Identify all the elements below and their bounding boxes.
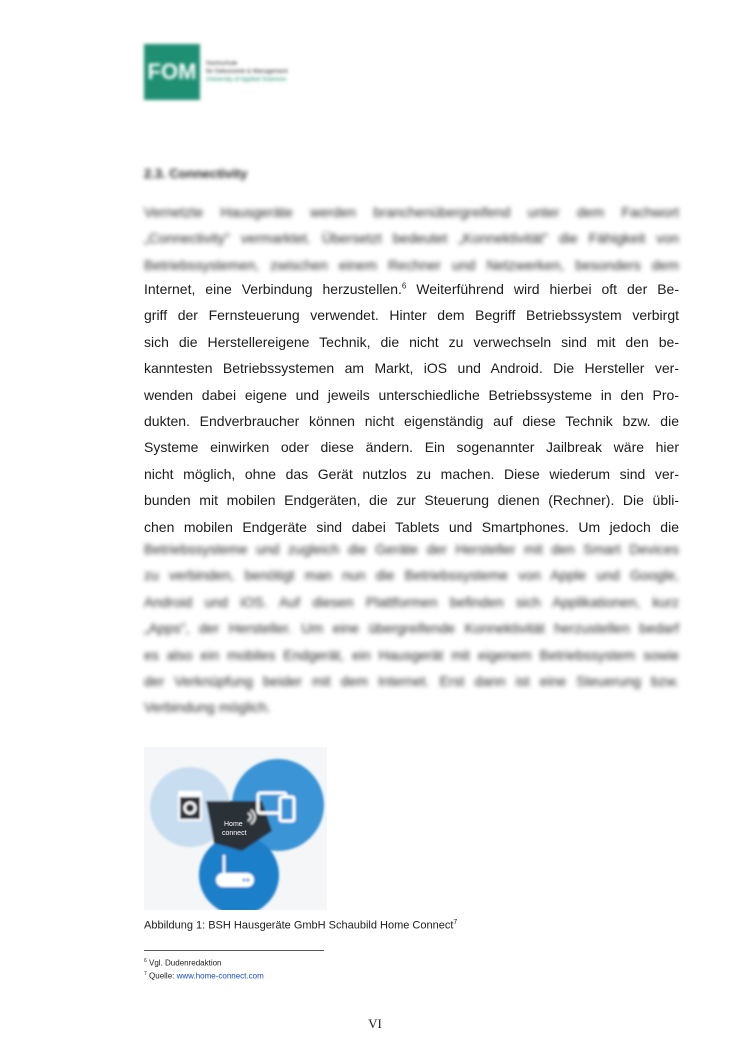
paragraph-clear [144,276,679,540]
text-line: Android und iOS. Auf diesen Plattformen befinden sich Applikationen, kurz [144,593,679,610]
logo-line-2: für Oekonomie & Management [206,69,288,75]
fom-logo-text [206,60,288,84]
text-segment: Internet, eine Verbindung herzustellen. [144,281,402,297]
caption-text: Abbildung 1: BSH Hausgeräte GmbH Schaubild Home Connect [144,919,454,932]
text-line: zu verbinden, benötigt man nun die Betriebssysteme von Apple und Google, [144,567,679,584]
footnote-7 [144,969,264,982]
text-line: chen mobilen Endgeräte sind dabei Tablets und Smartphones. Um jedoch die [144,518,679,535]
text-line: „Apps", der Hersteller. Um eine übergreifende Konnektivität herzustellen bedarf [144,620,679,637]
home-connect-figure [144,747,327,910]
text-line: wenden dabei eigene und jeweils unterschiedliche Betriebssysteme in den Pro- [144,386,679,403]
text-line: Verbindung möglich. [144,699,271,716]
footnote-6 [144,956,264,969]
footnote-link[interactable]: www.home-connect.com [176,971,264,981]
footnote-ref: 6 [401,281,407,291]
text-line: kanntesten Betriebssystemen am Markt, iOS und Android. Die Hersteller ver- [144,360,679,377]
text-line: sich die Herstellereigene Technik, die nicht zu verwechseln sind mit den be- [144,333,679,350]
figure-caption [144,919,457,932]
text-line: Vernetzte Hausgeräte werden branchenübergreifend unter dem Fachwort [144,204,679,220]
text-line [144,276,679,302]
appliance-icon [178,791,202,821]
text-line: Systeme einwirken oder diese ändern. Ein sogenannter Jailbreak wäre hier [144,439,679,456]
footnote-divider [144,950,324,951]
fom-logo-mark: FOM [144,44,200,100]
logo-line-3: University of Applied Sciences [206,77,287,83]
footnote-number: 7 [144,970,147,977]
text-line: der Verknüpfung beider mit dem Internet. Erst dann ist eine Steuerung bzw. [144,672,679,689]
section-heading: 2.3. Connectivity [144,166,248,181]
paragraph-blurred-top [144,199,679,278]
text-line: griff der Fernsteuerung verwendet. Hinter dem Begriff Betriebssystem verbirgt [144,307,679,324]
text-line: nicht möglich, ohne das Gerät nutzlos zu machen. Diese wiederum sind ver- [144,465,679,482]
logo-line-1: Hochschule [206,61,238,67]
home-connect-diagram [144,747,327,910]
hub-label-connect: connect [222,830,247,837]
footnotes [144,956,264,981]
footnote-text: Vgl. Dudenredaktion [149,958,222,968]
text-line: bunden mit mobilen Endgeräten, die zur Steuerung dienen (Rechner). Die übli- [144,492,679,509]
text-line: „Connectivity" vermarktet. Übersetzt bedeutet „Konnektivität" die Fähigkeit von [144,230,679,247]
text-line: dukten. Endverbraucher können nicht eigenständig auf diese Technik bzw. die [144,412,679,429]
footnote-number: 6 [144,958,147,964]
text-line: Betriebssysteme und zugleich die Geräte der Hersteller mit den Smart Devices [144,541,679,557]
caption-footnote-ref: 7 [453,919,458,926]
fom-logo [144,44,288,100]
page-number: VI [368,1016,382,1031]
footnote-text: Quelle: [149,971,177,981]
text-line: es also ein mobiles Endgerät, ein Hausgerät mit eigenem Betriebssystem sowie [144,646,679,663]
text-segment: Weiterführend wird hierbei oft der Be- [406,281,679,297]
paragraph-blurred-bottom [144,536,679,721]
hub-label-home: Home [224,821,243,828]
text-line: Betriebssystemen, zwischen einem Rechner und Netzwerken, besonders dem [144,256,679,273]
